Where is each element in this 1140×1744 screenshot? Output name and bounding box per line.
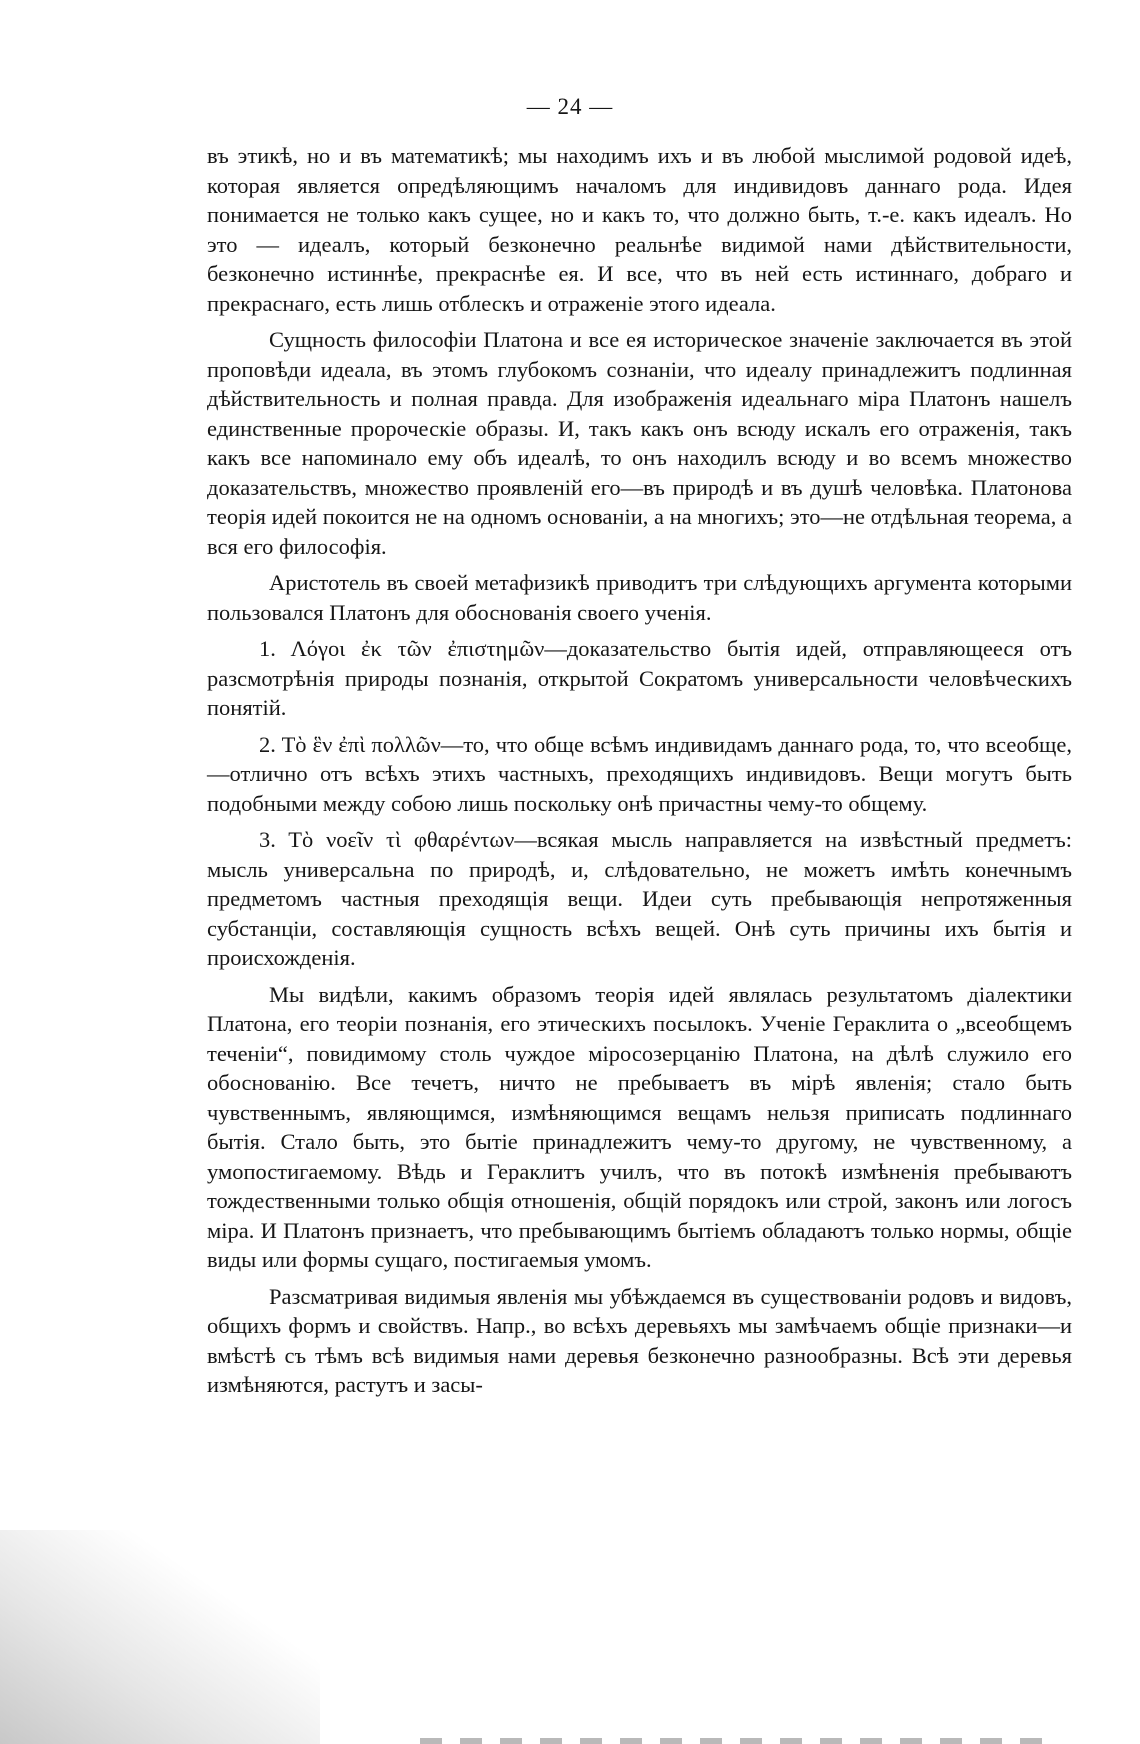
scan-edge — [420, 1738, 1060, 1744]
list-item: 3. Τὸ νοεῖν τὶ φθαρέντων—всякая мысль направляется на извѣстный предметъ: мысль универсальна по природѣ, и, слѣдовательно, не можетъ имѣть конечнымъ предметомъ частныя преходящія вещи. Идеи суть пребывающія непротяженныя субстанціи, составляющія сущность всѣхъ вещей. Онѣ суть причины ихъ бытія и происхожденія. — [207, 827, 1072, 970]
paragraph: Аристотель въ своей метафизикѣ приводитъ три слѣдующихъ аргумента которыми пользовался Платонъ для обоснованія своего ученія. — [207, 570, 1072, 625]
paragraph: Мы видѣли, какимъ образомъ теорія идей являлась результатомъ діалектики Платона, его теоріи познанія, его этическихъ посылокъ. Ученіе Гераклита о „всеобщемъ теченіи“, повидимому столь чуждое міросозерцанію Платона, на дѣлѣ служило его обоснованію. Все течетъ, ничто не пребываетъ въ мірѣ явленія; стало быть чувственнымъ, являющимся, измѣняющимся вещамъ нельзя приписать подлиннаго бытія. Стало быть, это бытіе принадлежитъ чему-то другому, не чувственному, а умопостигаемому. Вѣдь и Гераклитъ училъ, что въ потокѣ измѣненія пребываютъ тождественными только общія отношенія, общій порядокъ или строй, законъ или логосъ міра. И Платонъ признаетъ, что пребывающимъ бытіемъ обладаютъ только нормы, общіе виды или формы сущаго, постигаемыя умомъ. — [207, 981, 1072, 1272]
paragraph: Разсматривая видимыя явленія мы убѣждаемся въ существованіи родовъ и видовъ, общихъ формъ и свойствъ. Напр., во всѣхъ деревьяхъ мы замѣчаемъ общіе признаки—и вмѣстѣ съ тѣмъ всѣ видимыя нами деревья безконечно разнообразны. Всѣ эти деревья измѣняются, растутъ и засы- — [207, 1283, 1072, 1397]
page-number: — 24 — — [526, 94, 614, 119]
list-item: 1. Λόγοι ἐκ τῶν ἐπιστημῶν—доказательство бытія идей, отправляющееся отъ разсмотрѣнія природы познанія, открытой Сократомъ универсальности человѣческихъ понятій. — [207, 636, 1072, 720]
scan-shadow — [0, 1530, 320, 1744]
paragraph: въ этикѣ, но и въ математикѣ; мы находимъ ихъ и въ любой мыслимой родовой идеѣ, которая является опредѣляющимъ началомъ для индивидовъ даннаго рода. Идея понимается не только какъ сущее, но и какъ то, что должно быть, т.-е. какъ идеалъ. Но это — идеалъ, который безконечно реальнѣе видимой нами дѣйствительности, безконечно истиннѣе, прекраснѣе ея. И все, что въ ней есть истиннаго, добраго и прекраснаго, есть лишь отблескъ и отраженіе этого идеала. — [207, 143, 1072, 316]
page-text — [207, 141, 1072, 1400]
paragraph: Сущность философіи Платона и все ея историческое значеніе заключается въ этой проповѣди идеала, въ этомъ глубокомъ сознаніи, что идеалу принадлежитъ подлинная дѣйствительность и полная правда. Для изображенія идеальнаго міра Платонъ нашелъ единственные пророческіе образы. И, такъ какъ онъ всюду искалъ его отраженія, такъ какъ все напоминало ему объ идеалѣ, то онъ находилъ всюду и во всемъ множество доказательствъ, множество проявленій его—въ природѣ и въ душѣ человѣка. Платонова теорія идей покоится не на одномъ основаніи, а на многихъ; это—не отдѣльная теорема, а вся его философія. — [207, 327, 1072, 559]
list-item: 2. Τὸ ἓν ἐπὶ πολλῶν—то, что обще всѣмъ индивидамъ даннаго рода, то, что всеобще,—отлично отъ всѣхъ этихъ частныхъ, преходящихъ индивидовъ. Вещи могутъ быть подобными между собою лишь поскольку онѣ причастны чему-то общему. — [207, 731, 1072, 816]
